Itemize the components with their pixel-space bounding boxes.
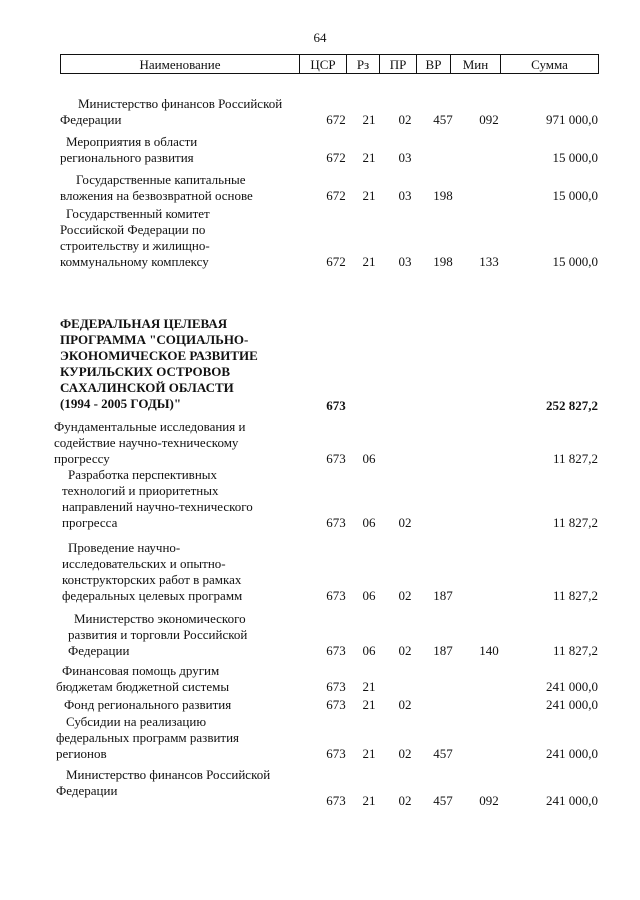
row-0-sum: 971 000,0 (546, 112, 598, 127)
row-9-rz: 21 (362, 679, 376, 694)
row-3-rz: 21 (362, 254, 376, 269)
row-1-rz: 21 (362, 150, 376, 165)
row-1-pr: 03 (398, 150, 412, 165)
header-min: Мин (451, 55, 501, 73)
row-4-name-line-4: САХАЛИНСКОЙ ОБЛАСТИ (60, 380, 234, 395)
row-7-name-line-1: исследовательских и опытно- (62, 556, 226, 571)
row-11-name-line-0: Субсидии на реализацию (66, 714, 207, 729)
row-10-rz: 21 (362, 697, 376, 712)
row-0-name-line-1: Федерации (60, 112, 122, 127)
row-7-vr: 187 (433, 588, 453, 603)
row-9-csr: 673 (326, 679, 346, 694)
row-3-name-line-0: Государственный комитет (66, 206, 210, 221)
row-8-min: 140 (479, 643, 499, 658)
row-6-csr: 673 (326, 515, 346, 530)
row-11-pr: 02 (398, 746, 412, 761)
row-3-name-line-2: строительству и жилищно- (60, 238, 210, 253)
row-5-name-line-2: прогрессу (54, 451, 110, 466)
row-7-name-line-2: конструкторских работ в рамках (62, 572, 242, 587)
row-0-name-line-0: Министерство финансов Российской (78, 96, 283, 111)
row-8-sum: 11 827,2 (552, 643, 598, 658)
row-0-vr: 457 (433, 112, 453, 127)
row-10-sum: 241 000,0 (546, 697, 598, 712)
row-6-name-line-2: направлений научно-технического (62, 499, 253, 514)
row-7-pr: 02 (398, 588, 412, 603)
row-11-csr: 673 (326, 746, 346, 761)
header-rz: Рз (347, 55, 380, 73)
row-4-name-line-5: (1994 - 2005 ГОДЫ)" (60, 396, 182, 411)
row-1-name-line-1: регионального развития (60, 150, 194, 165)
row-2-name-line-1: вложения на безвозвратной основе (60, 188, 253, 203)
row-12-sum: 241 000,0 (546, 793, 598, 808)
header-vr: ВР (417, 55, 451, 73)
row-12-vr: 457 (433, 793, 453, 808)
row-12-rz: 21 (362, 793, 376, 808)
row-10-name-line-0: Фонд регионального развития (64, 697, 232, 712)
row-6-name-line-1: технологий и приоритетных (62, 483, 219, 498)
row-2-vr: 198 (433, 188, 453, 203)
row-0-csr: 672 (326, 112, 346, 127)
row-8-csr: 673 (326, 643, 346, 658)
header-csr: ЦСР (300, 55, 347, 73)
row-12-name-line-0: Министерство финансов Российской (66, 767, 271, 782)
row-7-name-line-3: федеральных целевых программ (62, 588, 243, 603)
row-9-sum: 241 000,0 (546, 679, 598, 694)
row-9-name-line-1: бюджетам бюджетной системы (56, 679, 230, 694)
row-5-sum: 11 827,2 (552, 451, 598, 466)
row-8-name-line-0: Министерство экономического (74, 611, 246, 626)
row-9-name-line-0: Финансовая помощь другим (62, 663, 220, 678)
row-7-rz: 06 (362, 588, 376, 603)
row-8-pr: 02 (398, 643, 412, 658)
row-3-csr: 672 (326, 254, 346, 269)
header-sum: Сумма (531, 57, 568, 72)
row-12-pr: 02 (398, 793, 412, 808)
table-header (60, 54, 599, 74)
row-6-sum: 11 827,2 (552, 515, 598, 530)
row-4-name-line-1: ПРОГРАММА "СОЦИАЛЬНО- (60, 332, 249, 347)
row-12-csr: 673 (326, 793, 346, 808)
row-8-name-line-1: развития и торговли Российской (68, 627, 248, 642)
row-7-sum: 11 827,2 (552, 588, 598, 603)
row-2-csr: 672 (326, 188, 346, 203)
row-1-sum: 15 000,0 (552, 150, 598, 165)
row-2-pr: 03 (398, 188, 412, 203)
row-3-vr: 198 (433, 254, 453, 269)
row-0-min: 092 (479, 112, 499, 127)
row-7-csr: 673 (326, 588, 346, 603)
row-0-rz: 21 (362, 112, 376, 127)
row-4-sum: 252 827,2 (546, 398, 598, 413)
row-3-name-line-3: коммунальному комплексу (60, 254, 209, 269)
row-8-vr: 187 (433, 643, 453, 658)
row-12-min: 092 (479, 793, 499, 808)
row-10-csr: 673 (326, 697, 346, 712)
row-2-sum: 15 000,0 (552, 188, 598, 203)
row-4-name-line-2: ЭКОНОМИЧЕСКОЕ РАЗВИТИЕ (60, 348, 258, 363)
row-3-pr: 03 (398, 254, 412, 269)
row-3-name-line-1: Российской Федерации по (60, 222, 206, 237)
row-10-pr: 02 (398, 697, 412, 712)
row-2-rz: 21 (362, 188, 376, 203)
row-8-rz: 06 (362, 643, 376, 658)
row-6-name-line-0: Разработка перспективных (68, 467, 218, 482)
row-5-name-line-0: Фундаментальные исследования и (54, 419, 246, 434)
row-6-name-line-3: прогресса (62, 515, 118, 530)
row-0-pr: 02 (398, 112, 412, 127)
row-11-name-line-1: федеральных программ развития (56, 730, 240, 745)
row-11-sum: 241 000,0 (546, 746, 598, 761)
row-3-sum: 15 000,0 (552, 254, 598, 269)
row-2-name-line-0: Государственные капитальные (76, 172, 246, 187)
row-12-name-line-1: Федерации (56, 783, 118, 798)
row-4-name-line-0: ФЕДЕРАЛЬНАЯ ЦЕЛЕВАЯ (60, 316, 228, 331)
header-pr: ПР (380, 55, 417, 73)
row-11-name-line-2: регионов (56, 746, 107, 761)
row-6-pr: 02 (398, 515, 412, 530)
row-6-rz: 06 (362, 515, 376, 530)
row-4-name-line-3: КУРИЛЬСКИХ ОСТРОВОВ (60, 364, 231, 379)
row-11-rz: 21 (362, 746, 376, 761)
page-number: 64 (313, 30, 327, 45)
row-5-csr: 673 (326, 451, 346, 466)
row-5-name-line-1: содействие научно-техническому (54, 435, 239, 450)
row-11-vr: 457 (433, 746, 453, 761)
header-name: Наименование (61, 55, 300, 73)
row-1-csr: 672 (326, 150, 346, 165)
row-4-csr: 673 (326, 398, 346, 413)
row-7-name-line-0: Проведение научно- (68, 540, 181, 555)
row-1-name-line-0: Мероприятия в области (66, 134, 198, 149)
row-8-name-line-2: Федерации (68, 643, 130, 658)
row-3-min: 133 (479, 254, 499, 269)
row-5-rz: 06 (362, 451, 376, 466)
